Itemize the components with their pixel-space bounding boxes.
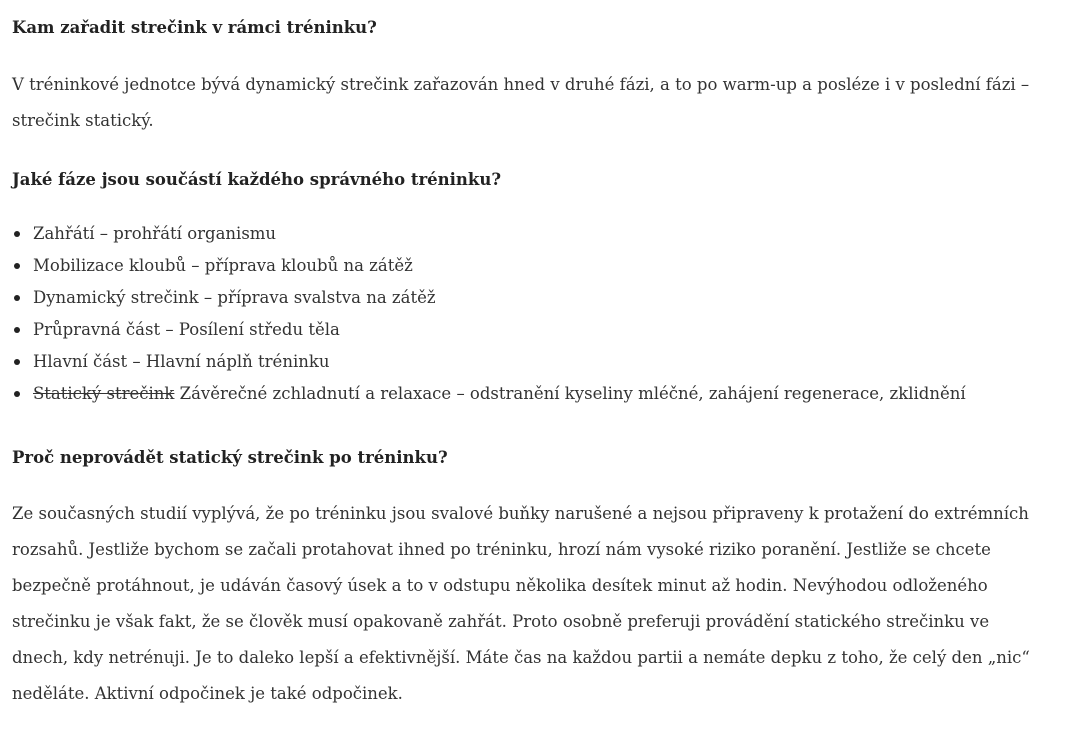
paragraph-why-not: Ze současných studií vyplývá, že po tréninku jsou svalové buňky narušené a nejsou připraveny k protažení do extrémních rozsahů. Jestliže bychom se začali protahovat ihned po tréninku, hrozí nám vysoké riziko poranění. Jestliže se chcete bezpečně protáhnout, je udáván časový úsek a to v odstupu několika desítek minut až hodin. Nevýhodou odloženého strečinku je však fakt, že se člověk musí opakovaně zahřát. Proto osobně preferuji provádění statického strečinku ve dnech, kdy netrénuji. Je to daleko lepší a efektivnější. Máte čas na každou partii a nemáte depku z toho, že celý den „nic“ neděláte. Aktivní odpočinek je také odpočinek. [12,504,1030,703]
list-item [12,378,966,410]
list-item: Dynamický strečink – příprava svalstva na zátěž [12,282,966,314]
section-heading-placement: Kam zařadit strečink v rámci tréninku? [12,18,377,37]
bullet-icon [14,359,20,365]
section-heading-phases: Jaké fáze jsou součástí každého správného tréninku? [12,170,502,189]
bullet-icon [14,263,20,269]
list-item: Mobilizace kloubů – příprava kloubů na zátěž [12,250,966,282]
phases-list [12,218,966,410]
list-item: Hlavní část – Hlavní náplň tréninku [12,346,966,378]
list-item: Zahřátí – prohřátí organismu [12,218,966,250]
bullet-icon [14,327,20,333]
bullet-icon [14,295,20,301]
list-item-text: Závěrečné zchladnutí a relaxace – odstranění kyseliny mléčné, zahájení regenerace, zklidnění [174,384,966,403]
paragraph-placement: V tréninkové jednotce bývá dynamický strečink zařazován hned v druhé fázi, a to po warm-up a posléze i v poslední fázi – strečink statický. [12,75,1030,130]
bullet-icon [14,231,20,237]
struck-text: Statický strečink [33,384,175,403]
section-heading-why-not: Proč neprovádět statický strečink po tréninku? [12,448,448,467]
bullet-icon [14,391,20,397]
list-item: Průpravná část – Posílení středu těla [12,314,966,346]
